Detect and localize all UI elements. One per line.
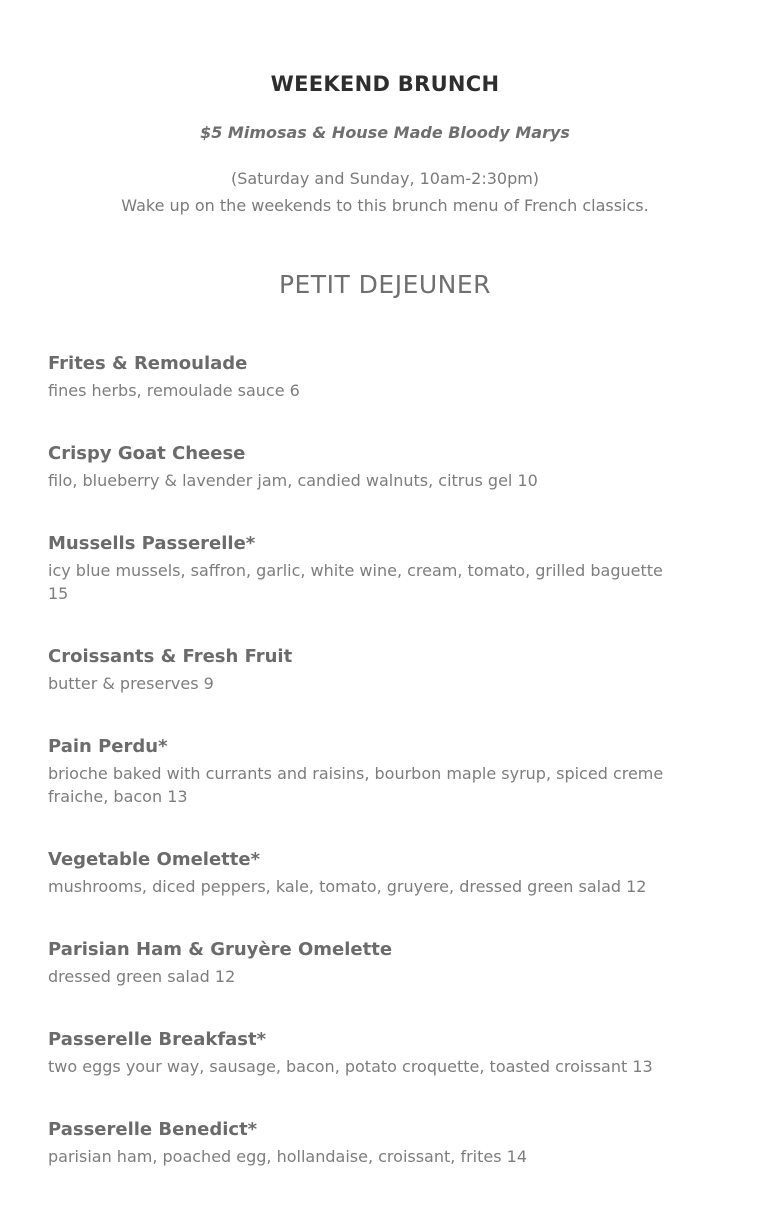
menu-item (48, 442, 678, 492)
menu-item-name: Vegetable Omelette* (48, 849, 261, 870)
menu-item-description: butter & preserves 9 (48, 674, 214, 693)
menu-item-description: mushrooms, diced peppers, kale, tomato, gruyere, dressed green salad 12 (48, 877, 647, 896)
menu-item (48, 735, 678, 808)
menu-item-description: brioche baked with currants and raisins, bourbon maple syrup, spiced creme fraiche, bacon 13 (48, 764, 664, 806)
menu-item-description: filo, blueberry & lavender jam, candied walnuts, citrus gel 10 (48, 471, 538, 490)
menu-item-name: Passerelle Breakfast* (48, 1029, 267, 1050)
menu-item-description: parisian ham, poached egg, hollandaise, croissant, frites 14 (48, 1147, 527, 1166)
menu-item (48, 938, 678, 988)
menu-item-name: Crispy Goat Cheese (48, 443, 246, 464)
brunch-hours: (Saturday and Sunday, 10am-2:30pm) (230, 169, 540, 188)
menu-item-name: Mussells Passerelle* (48, 533, 256, 554)
menu-item-name: Pain Perdu* (48, 736, 168, 757)
drink-special: $5 Mimosas & House Made Bloody Marys (200, 123, 570, 142)
menu-item (48, 645, 678, 695)
intro-text: Wake up on the weekends to this brunch menu of French classics. (121, 196, 649, 215)
menu-item (48, 848, 678, 898)
menu-item (48, 352, 678, 402)
menu-item (48, 1028, 678, 1078)
menu-item-name: Parisian Ham & Gruyère Omelette (48, 939, 393, 960)
menu-item-name: Frites & Remoulade (48, 353, 248, 374)
menu-item (48, 532, 678, 605)
menu-item-name: Croissants & Fresh Fruit (48, 646, 293, 667)
menu-item-description: two eggs your way, sausage, bacon, potato croquette, toasted croissant 13 (48, 1057, 653, 1076)
menu-item-name: Passerelle Benedict* (48, 1119, 258, 1140)
page-title: WEEKEND BRUNCH (270, 72, 500, 96)
menu-item-description: fines herbs, remoulade sauce 6 (48, 381, 300, 400)
menu-item (48, 1118, 678, 1168)
menu-item-description: icy blue mussels, saffron, garlic, white wine, cream, tomato, grilled baguette 15 (48, 561, 663, 603)
menu-list (48, 352, 678, 1208)
section-heading: PETIT DEJEUNER (278, 270, 492, 299)
menu-item-description: dressed green salad 12 (48, 967, 236, 986)
